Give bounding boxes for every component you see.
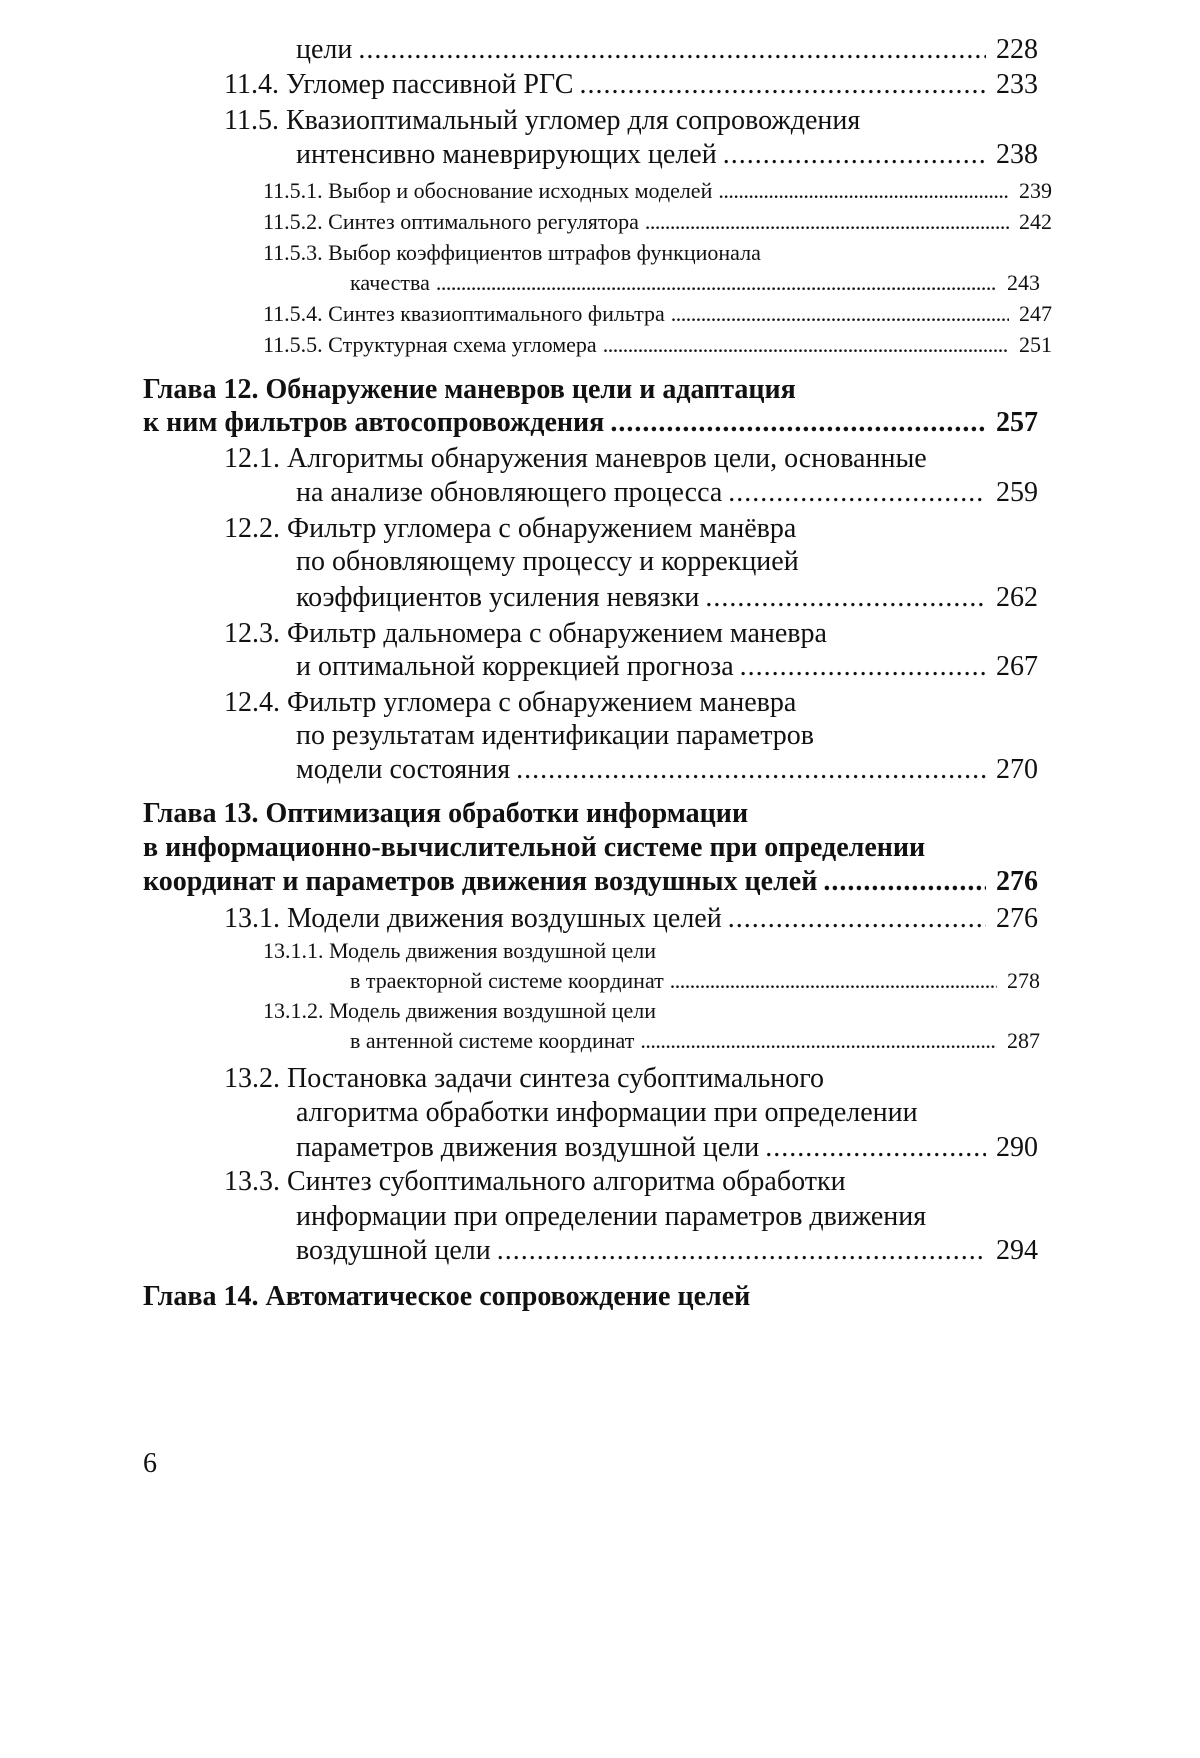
dot-leader: [705, 584, 986, 612]
toc-entry-title: интенсивно маневрирующих целей: [296, 139, 717, 170]
dot-leader: [671, 303, 1009, 325]
toc-page-number: 276: [996, 903, 1038, 934]
toc-entry-title: 11.4. Угломер пассивной РГС: [224, 69, 574, 100]
toc-entry-title: в информационно-вычислительной системе при определении: [143, 832, 926, 863]
toc-entry-line: [224, 71, 1038, 99]
toc-entry-title: качества: [350, 270, 430, 295]
toc-entry-title: по результатам идентификации параметров: [296, 720, 815, 751]
toc-page-number: 243: [1007, 270, 1040, 295]
dot-leader: [765, 1134, 986, 1162]
dot-leader: [740, 653, 986, 681]
toc-entry-line: [263, 334, 1052, 356]
toc-page-number: 270: [996, 754, 1038, 785]
toc-page-number: 294: [996, 1235, 1038, 1266]
toc-entry-title: параметров движения воздушной цели: [296, 1132, 760, 1163]
toc-page-number: 228: [996, 34, 1038, 65]
dot-leader: [579, 71, 986, 99]
dot-leader: [497, 1237, 986, 1265]
toc-entry-title: 11.5.2. Синтез оптимального регулятора: [263, 209, 639, 234]
dot-leader: [645, 211, 1009, 233]
toc-page-number: 257: [996, 407, 1038, 438]
toc-entry-title: в антенной системе координат: [350, 1028, 635, 1053]
toc-entry-title: Глава 14. Автоматическое сопровождение целей: [143, 1281, 751, 1312]
page-number: 6: [143, 1448, 157, 1479]
toc-entry-title: алгоритма обработки информации при определении: [296, 1097, 918, 1128]
toc-entry-line: [296, 548, 799, 576]
toc-entry-line: [263, 940, 656, 962]
toc-entry-line: [296, 36, 1038, 64]
toc-entry-line: [263, 303, 1052, 325]
toc-entry-title: 13.1.1. Модель движения воздушной цели: [263, 938, 657, 963]
toc-entry-title: 12.3. Фильтр дальномера с обнаружением маневра: [224, 618, 827, 649]
toc-entry-title: в траекторной системе координат: [350, 968, 664, 993]
toc-entry-title: цели: [296, 34, 353, 65]
toc-entry-title: Глава 12. Обнаружение маневров цели и адаптация: [143, 374, 796, 405]
dot-leader: [610, 409, 986, 437]
toc-chapter-line: [143, 868, 1038, 896]
dot-leader: [436, 272, 997, 294]
toc-chapter-line: [143, 1283, 750, 1311]
toc-entry-line: [263, 242, 761, 264]
toc-chapter-line: [143, 376, 796, 404]
toc-page-number: 247: [1019, 301, 1052, 326]
toc-entry-title: 13.1.2. Модель движения воздушной цели: [263, 998, 657, 1023]
toc-entry-title: информации при определении параметров движения: [296, 1201, 927, 1232]
toc-entry-title: воздушной цели: [296, 1235, 491, 1266]
toc-entry-title: на анализе обновляющего процесса: [296, 477, 723, 508]
toc-entry-line: [350, 272, 1040, 294]
toc-entry-line: [263, 180, 1052, 202]
toc-entry-title: 11.5.3. Выбор коэффициентов штрафов функционала: [263, 240, 761, 265]
toc-entry-line: [296, 653, 1038, 681]
toc-entry-line: [224, 515, 796, 543]
toc-entry-line: [296, 584, 1038, 612]
toc-entry-line: [224, 1065, 824, 1093]
toc-entry-line: [296, 479, 1038, 507]
toc-entry-line: [224, 620, 827, 648]
toc-entry-title: по обновляющему процессу и коррекцией: [296, 546, 799, 577]
toc-chapter-line: [143, 409, 1038, 437]
toc-entry-title: 12.1. Алгоритмы обнаружения маневров цели, основанные: [224, 443, 927, 474]
dot-leader: [823, 868, 986, 896]
toc-entry-line: [350, 1030, 1040, 1052]
dot-leader: [358, 36, 986, 64]
dot-leader: [718, 180, 1009, 202]
dot-leader: [723, 141, 986, 169]
toc-entry-line: [350, 970, 1040, 992]
toc-page-number: 233: [996, 69, 1038, 100]
toc-entry-line: [224, 905, 1038, 933]
toc-entry-title: 11.5.1. Выбор и обоснование исходных моделей: [263, 178, 713, 203]
toc-chapter-line: [143, 800, 748, 828]
toc-entry-line: [224, 107, 860, 135]
toc-entry-line: [296, 1203, 926, 1231]
toc-entry-title: коэффициентов усиления невязки: [296, 582, 700, 613]
toc-entry-title: 12.4. Фильтр угломера с обнаружением маневра: [224, 687, 797, 718]
toc-entry-title: 11.5. Квазиоптимальный угломер для сопровождения: [224, 105, 861, 136]
toc-entry-line: [296, 722, 814, 750]
toc-entry-line: [263, 1000, 656, 1022]
toc-entry-title: Глава 13. Оптимизация обработки информации: [143, 798, 749, 829]
toc-page-number: 290: [996, 1132, 1038, 1163]
toc-page-number: 278: [1007, 968, 1040, 993]
dot-leader: [728, 479, 986, 507]
toc-entry-title: и оптимальной коррекцией прогноза: [296, 651, 734, 682]
dot-leader: [603, 334, 1009, 356]
toc-entry-title: к ним фильтров автосопровождения: [143, 407, 605, 438]
toc-page-number: 239: [1019, 178, 1052, 203]
dot-leader: [640, 1030, 997, 1052]
toc-entry-title: 13.1. Модели движения воздушных целей: [224, 903, 722, 934]
toc-entry-line: [224, 689, 796, 717]
toc-entry-line: [296, 1134, 1038, 1162]
toc-entry-title: 12.2. Фильтр угломера с обнаружением манёвра: [224, 513, 797, 544]
toc-page-number: 251: [1019, 332, 1052, 357]
toc-entry-line: [296, 1237, 1038, 1265]
toc-page-number: 262: [996, 582, 1038, 613]
toc-entry-title: координат и параметров движения воздушных целей: [143, 866, 818, 897]
toc-entry-title: 13.2. Постановка задачи синтеза субоптимального: [224, 1063, 825, 1094]
dot-leader: [516, 756, 986, 784]
toc-entry-title: 11.5.4. Синтез квазиоптимального фильтра: [263, 301, 665, 326]
toc-page-number: 238: [996, 139, 1038, 170]
toc-entry-line: [224, 1168, 846, 1196]
toc-page-number: 242: [1019, 209, 1052, 234]
toc-entry-title: 11.5.5. Структурная схема угломера: [263, 332, 597, 357]
toc-entry-line: [296, 141, 1038, 169]
toc-page-number: 276: [996, 866, 1038, 897]
toc-entry-title: модели состояния: [296, 754, 511, 785]
toc-entry-line: [224, 445, 927, 473]
toc-entry-line: [263, 211, 1052, 233]
toc-entry-line: [296, 1099, 918, 1127]
toc-page-number: 287: [1007, 1028, 1040, 1053]
dot-leader: [670, 970, 997, 992]
toc-entry-line: [296, 756, 1038, 784]
toc-page-number: 267: [996, 651, 1038, 682]
dot-leader: [728, 905, 986, 933]
toc-entry-title: 13.3. Синтез субоптимального алгоритма обработки: [224, 1166, 846, 1197]
toc-chapter-line: [143, 834, 925, 862]
toc-page-number: 259: [996, 477, 1038, 508]
